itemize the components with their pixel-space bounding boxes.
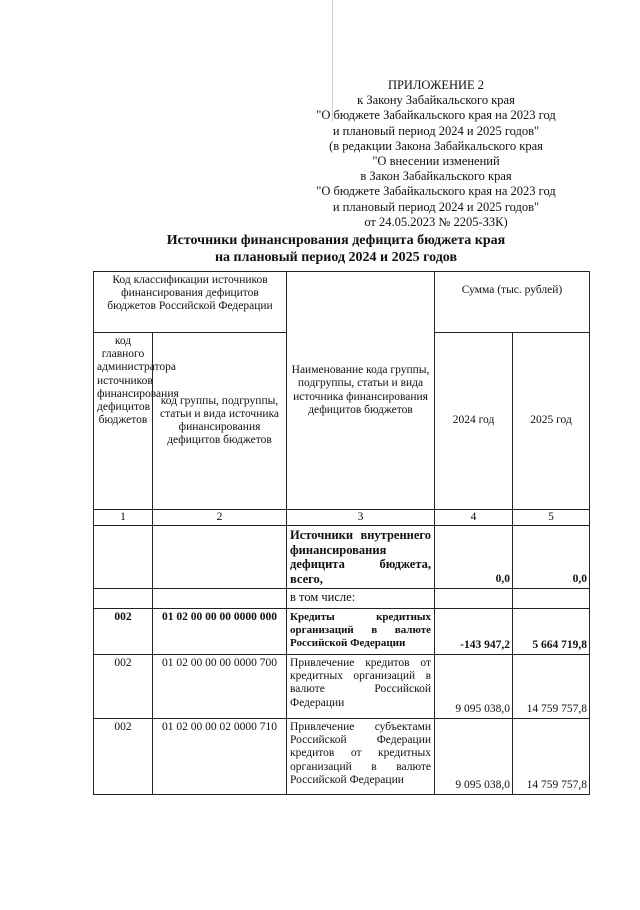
sum-header: Сумма (тыс. рублей) xyxy=(435,272,590,333)
col-number: 5 xyxy=(513,510,590,526)
classification-header: Код классификации источников финансирования дефицитов бюджетов Российской Федерации xyxy=(94,272,287,333)
col-number: 2 xyxy=(153,510,287,526)
table-row xyxy=(94,526,590,589)
row-value-2024 xyxy=(435,589,513,609)
row-admin-code xyxy=(94,526,153,589)
year-2024-header: 2024 год xyxy=(435,333,513,510)
appendix-line: от 24.05.2023 № 2205-ЗЗК) xyxy=(364,214,508,229)
row-name: Привлечение кредитов от кредитных организаций в валюте Российской Федерации xyxy=(287,655,435,719)
table-row xyxy=(94,609,590,655)
appendix-line: "О бюджете Забайкальского края на 2023 год xyxy=(316,184,556,199)
row-value-2024: 0,0 xyxy=(435,526,513,589)
row-admin-code: 002 xyxy=(94,655,153,719)
appendix-line: к Закону Забайкальского края xyxy=(357,93,515,108)
row-admin-code xyxy=(94,589,153,609)
row-admin-code: 002 xyxy=(94,719,153,795)
row-value-2025: 0,0 xyxy=(513,526,590,589)
appendix-line: в Закон Забайкальского края xyxy=(360,169,512,184)
appendix-line: "О внесении изменений xyxy=(372,154,500,169)
title-line-1: Источники финансирования дефицита бюджета края xyxy=(166,233,506,248)
row-group-code: 01 02 00 00 02 0000 710 xyxy=(153,719,287,795)
row-value-2025 xyxy=(513,589,590,609)
admin-code-header: код главного администратора источников финансирования дефицитов бюджетов xyxy=(94,333,153,510)
row-name: в том числе: xyxy=(287,589,435,609)
row-value-2025: 5 664 719,8 xyxy=(513,609,590,655)
row-name: Источники внутреннего финансирования дефицита бюджета, всего, xyxy=(287,526,435,589)
row-admin-code: 002 xyxy=(94,609,153,655)
row-value-2024: -143 947,2 xyxy=(435,609,513,655)
row-group-code xyxy=(153,589,287,609)
col-number: 4 xyxy=(435,510,513,526)
document-title xyxy=(96,232,576,266)
appendix-line: ПРИЛОЖЕНИЕ 2 xyxy=(387,78,485,92)
row-value-2025: 14 759 757,8 xyxy=(513,719,590,795)
col-number: 3 xyxy=(287,510,435,526)
row-group-code: 01 02 00 00 00 0000 700 xyxy=(153,655,287,719)
appendix-line: "О бюджете Забайкальского края на 2023 год xyxy=(316,108,556,123)
row-value-2024: 9 095 038,0 xyxy=(435,719,513,795)
appendix-line: и плановый период 2024 и 2025 годов" xyxy=(332,199,540,214)
appendix-line: и плановый период 2024 и 2025 годов" xyxy=(332,123,540,138)
row-group-code: 01 02 00 00 00 0000 000 xyxy=(153,609,287,655)
title-line-2: на плановый период 2024 и 2025 годов xyxy=(214,250,458,265)
year-2025-header: 2025 год xyxy=(513,333,590,510)
appendix-header xyxy=(300,78,572,230)
financing-sources-table xyxy=(93,271,590,795)
name-header: Наименование кода группы, подгруппы, статьи и вида источника финансирования дефицитов бюджетов xyxy=(287,272,435,510)
table-row xyxy=(94,655,590,719)
table-row xyxy=(94,719,590,795)
row-value-2025: 14 759 757,8 xyxy=(513,655,590,719)
row-group-code xyxy=(153,526,287,589)
row-name: Привлечение субъектами Российской Федерации кредитов от кредитных организаций в валюте Российской Федерации xyxy=(287,719,435,795)
col-number: 1 xyxy=(94,510,153,526)
row-value-2024: 9 095 038,0 xyxy=(435,655,513,719)
row-name: Кредиты кредитных организаций в валюте Российской Федерации xyxy=(287,609,435,655)
appendix-line: (в редакции Закона Забайкальского края xyxy=(329,138,543,153)
table-row xyxy=(94,589,590,609)
group-code-header: код группы, подгруппы, статьи и вида источника финансирования дефицитов бюджетов xyxy=(153,333,287,510)
